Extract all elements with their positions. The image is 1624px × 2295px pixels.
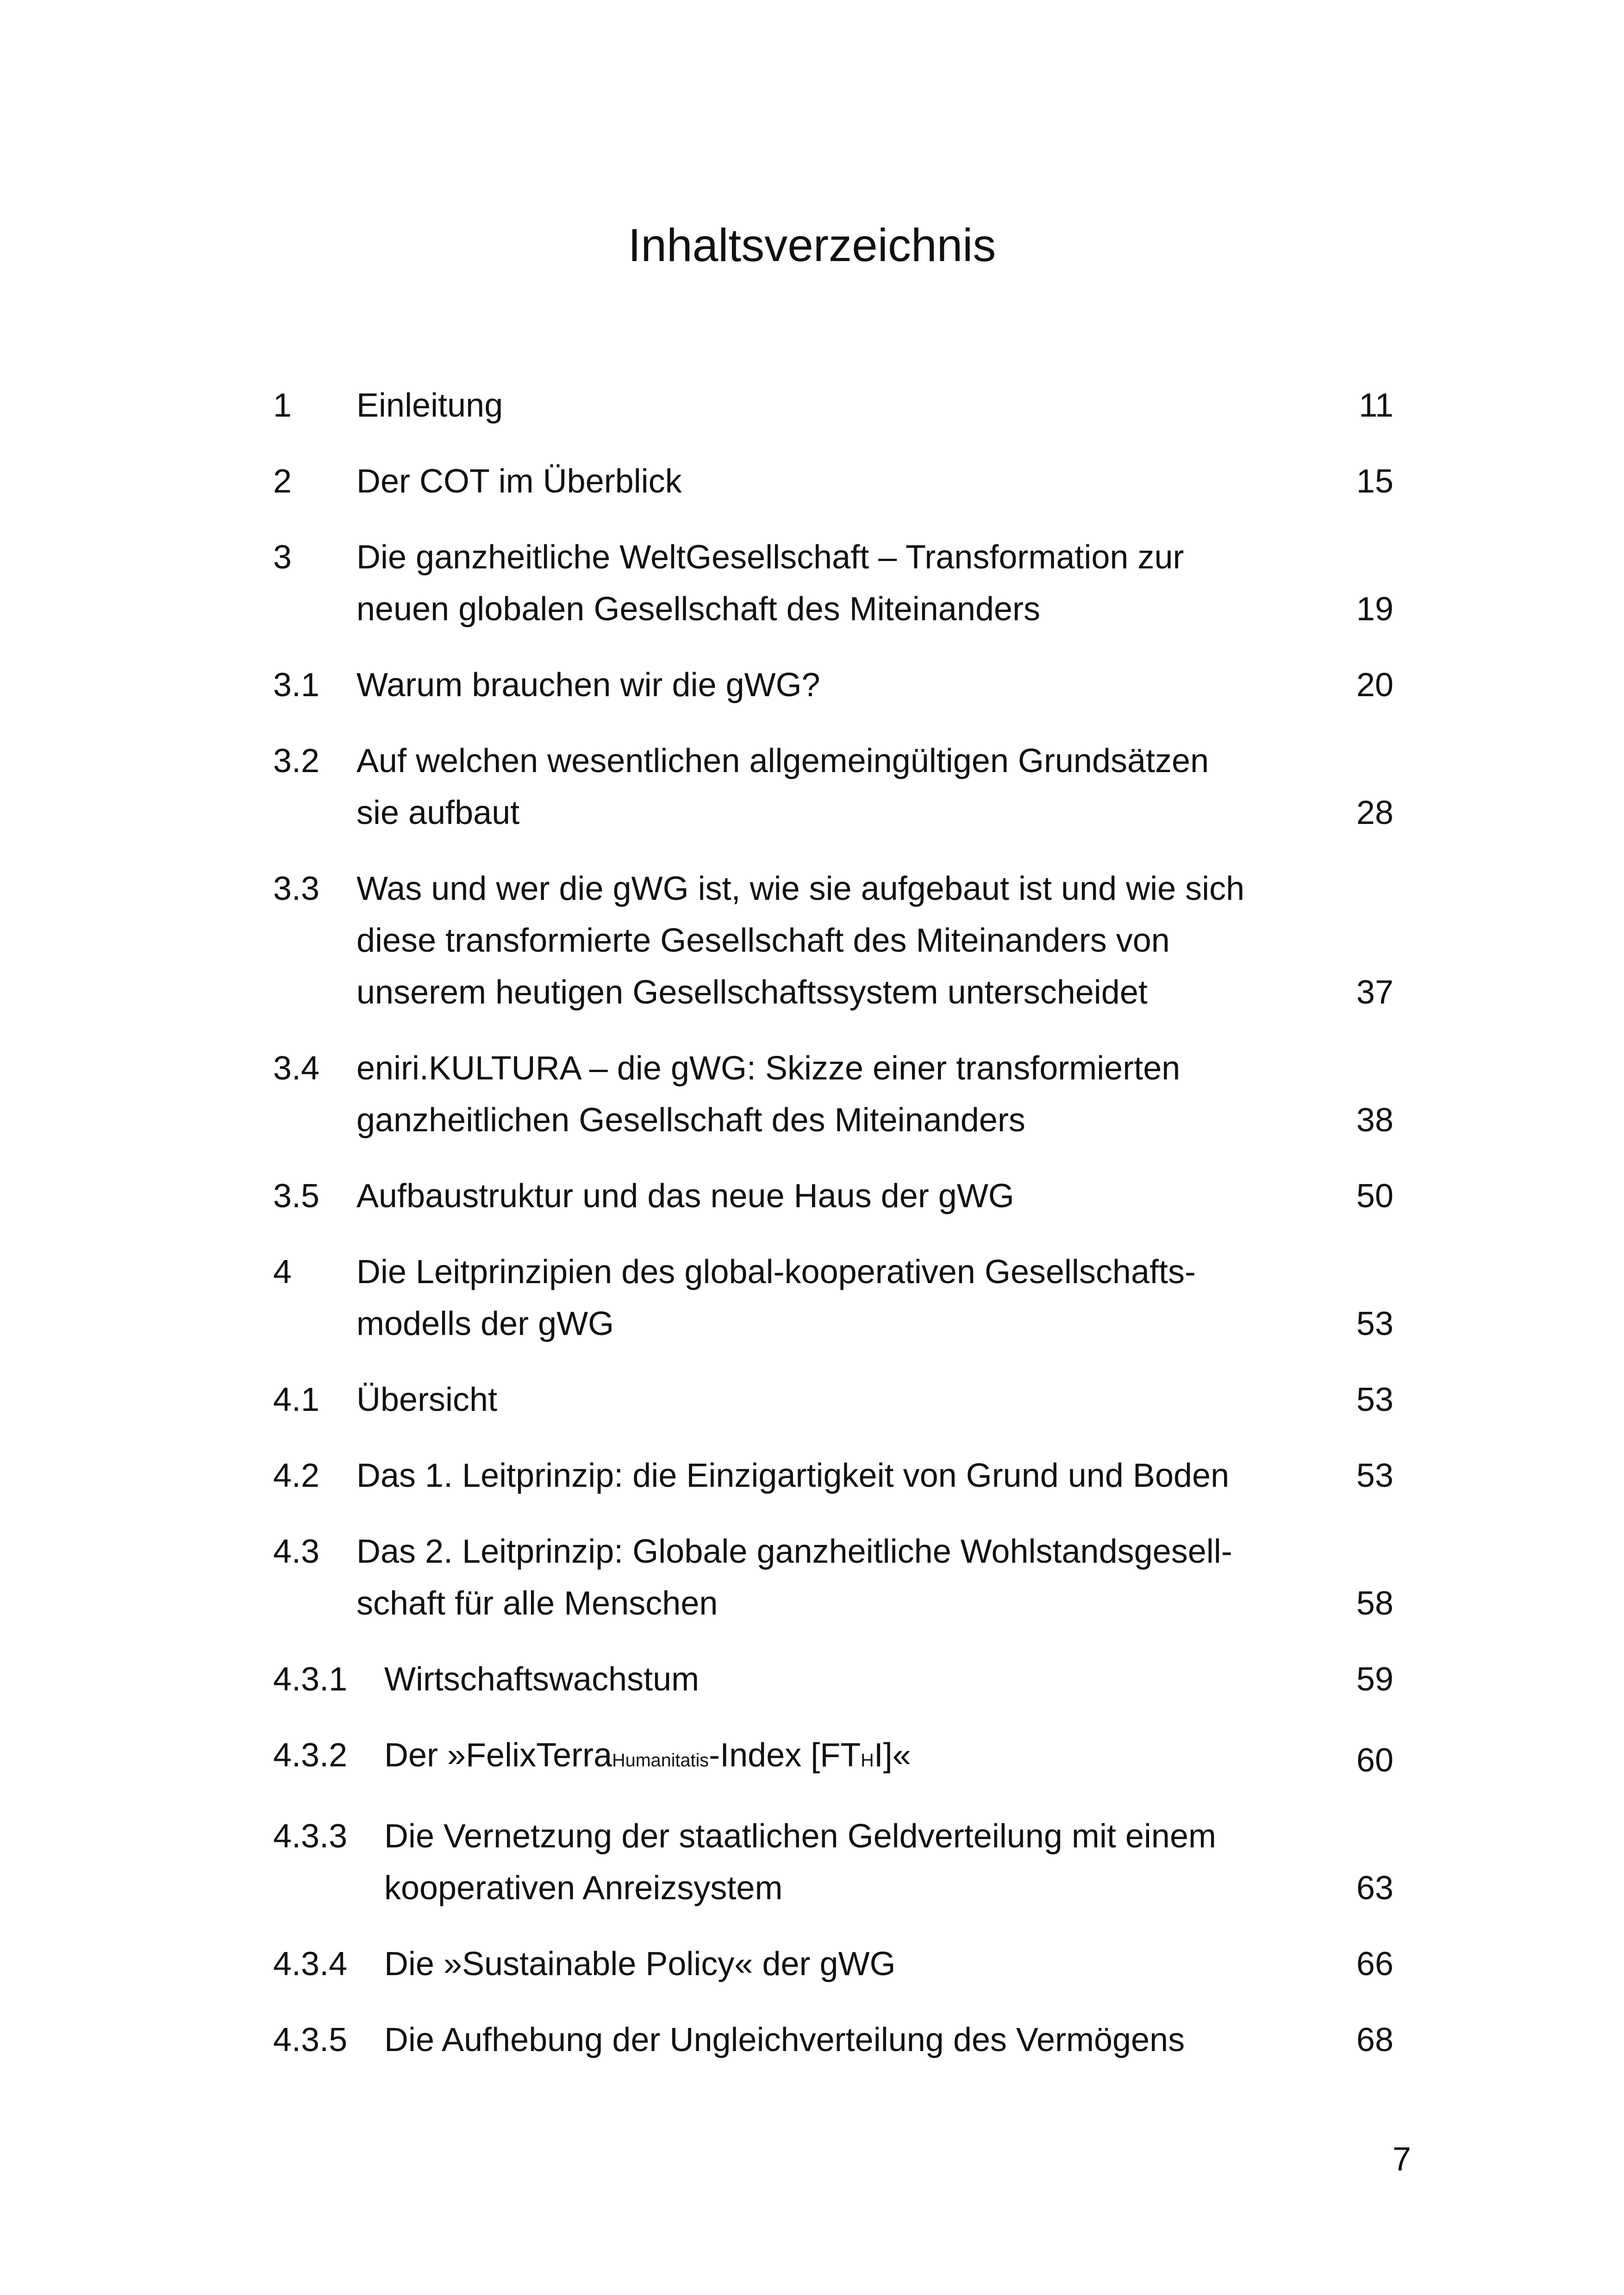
toc-entry-number: 4.3.4 [273,1946,348,1983]
toc-entry-title-line: Das 1. Leitprinzip: die Einzigartigkeit von Grund und Boden [356,1457,1230,1494]
toc-entry-title-line: kooperativen Anreizsystem [384,1870,783,1907]
toc-entry[interactable] [273,1938,1393,1990]
toc-entry-title-line: modells der gWG [356,1305,614,1342]
toc-entry-title-line: Das 2. Leitprinzip: Globale ganzheitliche Wohlstandsgesell- [356,1533,1232,1570]
toc-title-fragment: -Index [FT [709,1737,861,1774]
toc-entry-title [356,1374,1282,1426]
toc-entry-number: 4.3.2 [273,1737,348,1774]
toc-entry-title-line: Warum brauchen wir die gWG? [356,667,820,704]
toc-entry-number: 3.5 [273,1178,320,1215]
toc-entry-page: 50 [1356,1178,1393,1215]
toc-entry-title [356,863,1282,1018]
toc-entry-page: 66 [1356,1946,1393,1983]
toc-entry-number: 4 [273,1254,292,1291]
toc-entry-title-line: Einleitung [356,387,503,424]
toc-entry-title-line: schaft für alle Menschen [356,1585,718,1622]
toc-entry-title [356,1450,1282,1502]
toc-entry-page: 53 [1356,1305,1393,1342]
toc-entry-title [356,659,1282,711]
toc-entry-page: 53 [1356,1381,1393,1418]
toc-entry-title-line: neuen globalen Gesellschaft des Miteinanders [356,591,1040,628]
toc-entry-title-line: Die »Sustainable Policy« der gWG [384,1946,896,1983]
toc-entry-title-line [384,1729,1282,1786]
toc-entry[interactable] [273,531,1393,635]
toc-entry-title [356,1246,1282,1350]
toc-entry-number: 4.3 [273,1533,320,1570]
toc-entry-page: 11 [1359,387,1393,424]
toc-entry-title-line: unserem heutigen Gesellschaftssystem unterscheidet [356,974,1148,1011]
toc-entry-title-line: Wirtschaftswachstum [384,1661,700,1698]
toc-title-fragment: I]« [874,1737,911,1774]
toc-title-fragment: Der »FelixTerra [384,1737,612,1774]
toc-entry[interactable] [273,2014,1393,2066]
page-title: Inhaltsverzeichnis [628,219,996,271]
toc-entry-number: 1 [273,387,292,424]
toc-entry-title-line: diese transformierte Gesellschaft des Miteinanders von [356,922,1170,959]
toc-entry-title [356,735,1282,839]
toc-entry-number: 2 [273,463,292,500]
toc-entry[interactable] [273,863,1393,1018]
toc-entry-page: 15 [1356,463,1393,500]
toc-entry-title-line: Der COT im Überblick [356,463,682,500]
toc-entry[interactable] [273,1246,1393,1350]
toc-entry-number: 3.2 [273,742,320,780]
table-of-contents [273,380,1393,2090]
toc-entry[interactable] [273,735,1393,839]
toc-entry[interactable] [273,1170,1393,1222]
toc-entry-title-line: Übersicht [356,1381,498,1418]
toc-entry-title [384,1729,1282,1786]
toc-entry[interactable] [273,455,1393,507]
toc-entry-title-line: Die Leitprinzipien des global-kooperativen Gesellschafts- [356,1254,1196,1291]
toc-entry-title [384,2014,1282,2066]
toc-entry-page: 37 [1356,974,1393,1011]
toc-entry[interactable] [273,1374,1393,1426]
toc-entry-title-line: Aufbaustruktur und das neue Haus der gWG [356,1178,1014,1215]
toc-entry-title [356,380,1282,431]
toc-entry-title-line: Was und wer die gWG ist, wie sie aufgebaut ist und wie sich [356,870,1245,907]
toc-entry-number: 4.3.3 [273,1818,348,1855]
toc-entry-title-line: Die ganzheitliche WeltGesellschaft – Transformation zur [356,539,1184,576]
toc-entry-page: 20 [1356,667,1393,704]
toc-entry-title [384,1653,1282,1705]
toc-entry[interactable] [273,1810,1393,1914]
toc-entry-title [356,1170,1282,1222]
toc-entry-page: 63 [1356,1870,1393,1907]
toc-entry-title-line: ganzheitlichen Gesellschaft des Miteinanders [356,1102,1025,1139]
toc-entry-number: 3.4 [273,1050,320,1087]
toc-entry[interactable] [273,380,1393,431]
toc-entry[interactable] [273,1729,1393,1786]
toc-entry[interactable] [273,1653,1393,1705]
toc-entry-page: 19 [1356,591,1393,628]
toc-entry-title [384,1810,1282,1914]
toc-entry-title [356,1042,1282,1146]
toc-entry-page: 68 [1356,2021,1393,2058]
toc-entry-title-line: Die Aufhebung der Ungleichverteilung des Vermögens [384,2021,1185,2058]
toc-entry-number: 3 [273,539,292,576]
toc-entry-number: 3.3 [273,870,320,907]
toc-entry-title [384,1938,1282,1990]
toc-entry-page: 59 [1356,1661,1393,1698]
toc-entry[interactable] [273,1526,1393,1629]
page-number: 7 [1392,2141,1411,2178]
toc-entry-page: 60 [1356,1742,1393,1779]
toc-title-subscript: H [861,1750,874,1771]
toc-entry-title-line: eniri.KULTURA – die gWG: Skizze einer transformierten [356,1050,1181,1087]
toc-entry-page: 28 [1356,794,1393,831]
toc-entry-title-line: Die Vernetzung der staatlichen Geldverteilung mit einem [384,1818,1216,1855]
toc-entry-number: 4.3.5 [273,2021,348,2058]
toc-entry-number: 4.1 [273,1381,320,1418]
toc-entry-page: 58 [1356,1585,1393,1622]
toc-entry[interactable] [273,1450,1393,1502]
toc-entry[interactable] [273,1042,1393,1146]
toc-title-subscript: Humanitatis [612,1750,709,1771]
toc-entry-page: 38 [1356,1102,1393,1139]
toc-entry-title [356,455,1282,507]
toc-entry-number: 4.2 [273,1457,320,1494]
toc-entry-number: 4.3.1 [273,1661,348,1698]
toc-entry[interactable] [273,659,1393,711]
toc-entry-title-line: Auf welchen wesentlichen allgemeingültigen Grundsätzen [356,742,1209,780]
toc-entry-page: 53 [1356,1457,1393,1494]
toc-entry-title-line: sie aufbaut [356,794,520,831]
toc-entry-title [356,531,1282,635]
toc-entry-number: 3.1 [273,667,320,704]
toc-entry-title [356,1526,1282,1629]
